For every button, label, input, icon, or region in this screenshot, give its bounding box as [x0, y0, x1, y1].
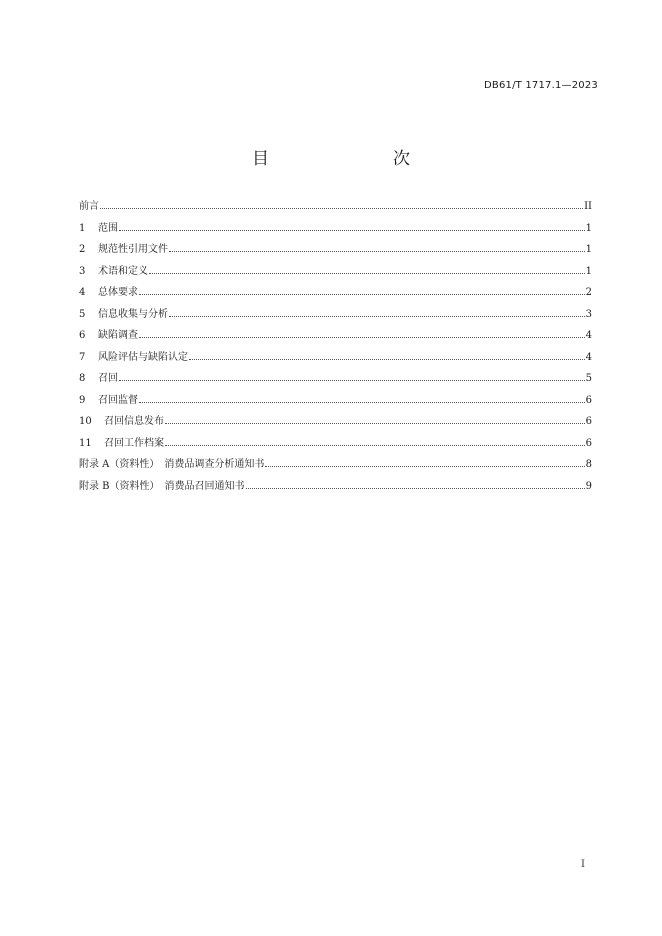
- toc-leader-dots: [165, 423, 585, 424]
- toc-leader-dots: [139, 402, 585, 403]
- toc-entry-label: 附录 A（资料性） 消费品调查分析通知书: [79, 459, 265, 470]
- toc-leader-dots: [149, 273, 585, 274]
- toc-entry-appendix-b[interactable]: [79, 480, 592, 502]
- toc-entry-number: 2: [79, 244, 86, 255]
- toc-leader-dots: [119, 230, 585, 231]
- toc-leader-dots: [100, 208, 583, 209]
- toc-entry-page: 4: [585, 330, 592, 341]
- toc-entry-8[interactable]: [79, 372, 592, 394]
- toc-entry-label: 召回: [98, 373, 118, 384]
- toc-entry-page: 1: [585, 222, 592, 234]
- toc-entry-appendix-a[interactable]: [79, 458, 592, 480]
- toc-entry-preface[interactable]: [79, 200, 592, 222]
- toc-entry-label: 召回工作档案: [104, 437, 164, 449]
- toc-entry-9[interactable]: [79, 394, 592, 416]
- toc-leader-dots: [169, 316, 585, 317]
- toc-entry-label: 附录 B（资料性） 消费品召回通知书: [79, 480, 245, 492]
- toc-entry-number: 9: [79, 394, 86, 406]
- toc-leader-dots: [189, 359, 585, 360]
- toc-entry-number: 5: [79, 308, 86, 320]
- toc-entry-number: 11: [79, 437, 92, 449]
- toc-entry-6[interactable]: [79, 329, 592, 351]
- toc-entry-page: 3: [585, 308, 592, 320]
- toc-entry-number: 10: [79, 416, 92, 427]
- toc-entry-label: 范围: [98, 222, 118, 234]
- toc-leader-dots: [139, 294, 585, 295]
- toc-entry-page: 1: [585, 265, 592, 277]
- toc-entry-label: 总体要求: [98, 287, 138, 298]
- toc-entry-page: 9: [585, 480, 592, 492]
- standard-code: DB61/T 1717.1—2023: [484, 80, 598, 91]
- toc-entry-label: 术语和定义: [98, 265, 148, 277]
- toc-entry-5[interactable]: [79, 308, 592, 330]
- toc-entry-3[interactable]: [79, 265, 592, 287]
- toc-entry-number: 6: [79, 330, 86, 341]
- toc-entry-page: 2: [585, 287, 592, 298]
- toc-entry-label: 风险评估与缺陷认定: [98, 351, 188, 363]
- toc-entry-number: 8: [79, 373, 86, 384]
- toc-entry-number: 1: [79, 222, 86, 234]
- toc-entry-label: 召回监督: [98, 394, 138, 406]
- toc-entry-11[interactable]: [79, 437, 592, 459]
- toc-entry-7[interactable]: [79, 351, 592, 373]
- toc-leader-dots: [139, 337, 585, 338]
- toc-leader-dots: [265, 466, 584, 467]
- toc-leader-dots: [165, 445, 585, 446]
- toc-entry-label: 规范性引用文件: [98, 244, 168, 255]
- toc-entry-1[interactable]: [79, 222, 592, 244]
- toc-entry-page: 5: [585, 373, 592, 384]
- toc-entry-label: 缺陷调查: [98, 330, 138, 341]
- toc-entry-4[interactable]: [79, 286, 592, 308]
- toc-leader-dots: [169, 251, 585, 252]
- toc-entry-page: II: [584, 201, 592, 212]
- toc-entry-page: 4: [585, 351, 592, 363]
- page-title: 目 次: [252, 149, 440, 169]
- toc-entry-label: 召回信息发布: [104, 416, 164, 427]
- toc-entry-label: 信息收集与分析: [98, 308, 168, 320]
- toc-entry-2[interactable]: [79, 243, 592, 265]
- toc-leader-dots: [119, 380, 585, 381]
- toc-entry-label: 前言: [79, 201, 99, 212]
- toc-leader-dots: [246, 488, 585, 489]
- table-of-contents: [79, 200, 592, 501]
- toc-entry-page: 6: [585, 416, 592, 427]
- page-number: I: [581, 859, 585, 870]
- toc-entry-10[interactable]: [79, 415, 592, 437]
- toc-entry-page: 6: [585, 437, 592, 449]
- toc-entry-page: 8: [585, 459, 592, 470]
- toc-entry-page: 1: [585, 244, 592, 255]
- toc-entry-page: 6: [585, 394, 592, 406]
- toc-entry-number: 3: [79, 265, 86, 277]
- toc-entry-number: 4: [79, 287, 86, 298]
- toc-entry-number: 7: [79, 351, 86, 363]
